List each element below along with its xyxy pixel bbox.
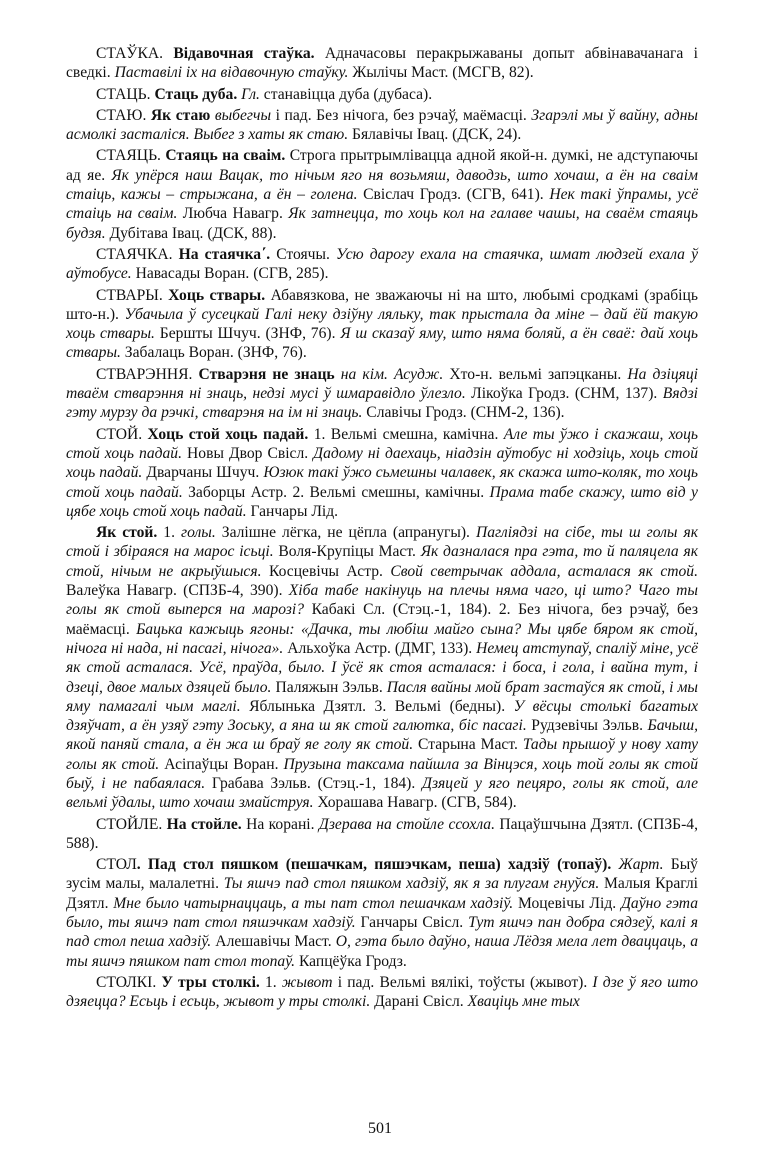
italic-text: Юзюк такі ўжо сьмешны чалавек, як скажа што-коляк, то хоць стой хоць падай.	[66, 464, 698, 501]
italic-text: голы.	[181, 524, 216, 542]
body-text: 1.	[157, 524, 182, 542]
body-text: Воля-Крупіцы Маст.	[273, 543, 421, 561]
body-text: Дварчаны Шчуч.	[142, 464, 264, 482]
italic-text: Але ты ўжо і скажаш, хоць стой хоць падай.	[66, 425, 698, 462]
body-text: Дарані Свісл.	[370, 993, 468, 1011]
italic-text: Як упёрся наш Вацак, то нічым яго ня возьмяш, даводзь, што хочаш, а ён на сваім стаіць, кажы – стрыжана, а ён – голена.	[66, 166, 698, 204]
italic-text: Хіба табе накінуць на плечы няма чаго, ці што? Чаго ты голы як стой выперся на марозі?	[66, 582, 698, 619]
italic-text: Пагліядзі на сібе, ты ш голы як стой і збіраяся на марос ісьці.	[66, 524, 699, 561]
entry-stol	[66, 855, 698, 971]
italic-text: Бацька кажыць ягоны: «Дачка, ты любіш майго сына? Мы цябе бяром як стой, нічога ні нада, ні пасагі, нічога».	[66, 620, 698, 657]
italic-text: Гл.	[241, 85, 260, 103]
italic-text: Дадому ні даехаць, ніадзін аўтобус ні ходзіць, хоць стой хоць падай.	[66, 444, 698, 482]
body-text: На корані.	[241, 815, 319, 833]
body-text: Лікоўка Гродз. (СНМ, 137).	[465, 385, 663, 403]
body-text: Моцевічы Лід.	[513, 894, 621, 912]
phrase-heading: Хоць стой хоць падай.	[147, 425, 309, 443]
body-text: 1. Вельмі смешна, камічна.	[308, 425, 504, 443]
body-text: Капцёўка Гродз.	[295, 952, 407, 970]
dictionary-page	[66, 44, 698, 1014]
italic-text: Жарт.	[618, 856, 664, 874]
italic-text: Хваціць мне тых	[467, 993, 580, 1011]
body-text: і пад. Вельмі вялікі, тоўсты (жывот).	[332, 973, 593, 991]
italic-text: Я ш сказаў яму, што няма боляй, а ён сваё: дай хоць ствары.	[66, 325, 699, 362]
entry-stvary	[66, 286, 698, 363]
body-text: Хорашава Навагр. (СГВ, 584).	[313, 794, 517, 812]
italic-text: Дзяцей у яго пецяро, голы як стой, але вельмі ўдалы, што хочаш змайструя.	[66, 774, 699, 812]
body-text: Залішне лёгка, не цёпла (апранугы).	[215, 524, 476, 542]
italic-text: Як затнецца, то хоць кол на галаве чашы, на сваём стаяць будзя.	[66, 205, 698, 242]
italic-text: О, гэта было даўно, наша Лёдзя мела лет дваццаць, а ты яшчэ пяшком пат стол топаў.	[66, 933, 698, 970]
body-text: Абавязкова, не зважаючы ні на што, любымі сродкамі (зрабіць што-н.).	[66, 286, 698, 323]
italic-text: Нек такі ўпрамы, усё стаіць на сваім.	[66, 186, 698, 223]
headword: СТОЙЛЕ.	[96, 815, 167, 833]
page-number: 501	[368, 1120, 392, 1137]
body-text: Строга прытрымлівацца адной якой-н. думкі, не адступаючы ад яе.	[66, 147, 699, 184]
phrase-heading: Відавочная стаўка.	[173, 45, 315, 62]
italic-text: Мне было чатырнаццаць, а ты пат стол пешачкам хадзіў.	[113, 894, 514, 912]
headword: СТОЙ.	[96, 425, 148, 443]
headword: СТАЎКА.	[96, 45, 174, 62]
italic-text: Даўно гэта было, ты яшчэ пат стол пяшэчкам хадзіў.	[66, 894, 698, 932]
body-text: Валеўка Навагр. (СПЗБ-4, 390).	[66, 582, 289, 600]
italic-text: Дзерава на стойле ссохла.	[318, 815, 496, 833]
body-text: станавіцца дуба (дубаса).	[259, 85, 433, 103]
body-text: Новы Двор Свісл.	[182, 444, 314, 462]
italic-text: Бачыш, якой паняй стала, а ён жа ш браў яе голу як стой.	[66, 717, 699, 754]
entry-stolki	[66, 973, 698, 1012]
italic-text: На дзіцяці тваём стварэння ні знаць, недзі мусі ў шмаравідло ўлезло.	[66, 365, 699, 403]
italic-text: Убачыла ў сусецкай Галі неку дзіўну ляльку, так прыстала да міне – дай ёй такую хоць ствары.	[66, 305, 699, 343]
body-text: Косцевічы Астр.	[261, 562, 391, 580]
italic-text: Тады прышоў у нову хату голы як стой.	[66, 736, 699, 773]
italic-text: выбегчы	[214, 106, 272, 124]
headword: СТАЯЧКА.	[96, 245, 179, 263]
italic-text: Немец атступаў, спаліў міне, усё як стой асталася. Усё, праўда, было. І ўсё як стоя асталася: і боса, і гола, і вайна тут, і дзеці, двое малых дзяцей было.	[66, 639, 698, 696]
body-text: Стоячы.	[270, 245, 336, 263]
phrase-heading: Як стаю	[150, 106, 211, 124]
body-text: Любча Навагр.	[177, 205, 289, 223]
phrase-heading: У тры столкі.	[161, 973, 260, 991]
body-text: Грабава Зэльв. (Стэц.-1, 184).	[205, 774, 423, 792]
italic-text: І дзе ў яго што дзяецца? Есьць і есьць, жывот у тры столкі.	[66, 973, 699, 1011]
entry-stoy	[66, 425, 698, 521]
body-text: Бялавічы Івац. (ДСК, 24).	[348, 126, 522, 144]
entry-stats	[66, 85, 698, 104]
entry-stauka	[66, 44, 698, 83]
italic-text: Згарэлі мы ў вайну, адны асмолкі засталіся. Выбег з хаты як стаю.	[66, 106, 698, 144]
italic-text: на кім. Асудж.	[340, 365, 444, 383]
entry-stoyle	[66, 815, 698, 854]
italic-text: Прама табе скажу, што від у цябе хоць стой хоць падай.	[66, 483, 698, 520]
body-text: Адначасовы перакрыжаваны допыт абвінавачанага і сведкі.	[66, 45, 698, 82]
body-text: Навасады Воран. (СГВ, 285).	[131, 265, 329, 283]
body-text: Бершты Шчуч. (ЗНФ, 76).	[154, 325, 341, 343]
italic-text: Як дазналася пра гэта, то й паляцела як стой, нічым не акрыўшыся.	[66, 543, 698, 580]
italic-text: Прузына таксама пайшла за Вінцэся, хоць той голы як стой быў, і не пабаялася.	[66, 755, 698, 792]
italic-text: Тут яшчэ пан добра сядзеў, калі я пад стол пеша хадзіў.	[66, 914, 698, 951]
body-text: Заборцы Астр. 2. Вельмі смешны, камічны.	[182, 483, 490, 501]
italic-text: Паставілі іх на відавочную стаўку.	[114, 64, 349, 82]
italic-text: Ты яшчэ пад стол пяшком хадзіў, як я за плугам гнуўся.	[223, 875, 600, 893]
body-text: Рудзевічы Зэльв.	[526, 717, 648, 735]
body-text: Ганчары Свісл.	[355, 914, 469, 932]
phrase-heading: Стварэня не знаць	[198, 365, 335, 383]
body-text: і пад. Без нічога, без рэчаў, маёмасці.	[271, 106, 532, 124]
body-text: Алешавічы Маст.	[211, 933, 336, 951]
italic-text: жывот	[281, 973, 333, 991]
phrase-heading: Як стой.	[96, 524, 158, 542]
italic-text: Свой светрычак аддала, асталася як стой.	[390, 562, 698, 580]
headword: СТАЦЬ.	[96, 85, 155, 103]
phrase-heading: Хоць ствары.	[168, 286, 266, 304]
headword: СТОЛ	[96, 856, 137, 874]
italic-text: Усю дарогу ехала на стаячка, шмат людзей ехала ў аўтобусе.	[66, 245, 699, 283]
phrase-heading: На стаячка΄.	[178, 245, 271, 263]
body-text: Быў зусім малы, малалетні.	[66, 856, 698, 893]
body-text: 1.	[259, 973, 282, 991]
body-text: Свіслач Гродз. (СГВ, 641).	[357, 186, 550, 204]
phrase-heading: . Пад стол пяшком (пешачкам, пяшэчкам, пеша) хадзіў (топаў).	[136, 856, 612, 874]
phrase-heading: Стаць дуба.	[154, 85, 238, 103]
entry-stayu	[66, 106, 698, 145]
entry-yak-stoy	[66, 523, 698, 812]
entry-stayats	[66, 146, 698, 242]
headword: СТАЯЦЬ.	[96, 147, 166, 165]
phrase-heading: На стойле.	[166, 815, 242, 833]
body-text: Паляжын Зэльв.	[271, 678, 387, 696]
body-text: Жылічы Маст. (МСГВ, 82).	[348, 64, 534, 82]
body-text: Яблынька Дзятл. 3. Вельмі (бедны).	[240, 697, 514, 715]
body-text: Альхоўка Астр. (ДМГ, 133).	[283, 639, 477, 657]
body-text: Кабакі Сл. (Стэц.-1, 184). 2. Без нічога, без рэчаў, без маёмасці.	[66, 601, 698, 638]
italic-text: Вядзі гэту мурзу да рэчкі, стварэня на ім ні знаць.	[66, 385, 698, 422]
headword: СТОЛКІ.	[96, 973, 162, 991]
body-text: Старына Маст.	[413, 736, 523, 754]
italic-text: У вёсцы столькі багатых дзяўчат, а ён узяў гэту Зоську, а яна ш як стой галютка, біс пасагі.	[66, 697, 698, 735]
italic-text: Пасля вайны мой брат застаўся як стой, і мы яму памагалі чым маглі.	[66, 678, 698, 715]
entry-stayachka	[66, 245, 698, 284]
body-text: Забалаць Воран. (ЗНФ, 76).	[120, 344, 307, 362]
body-text: Дубітава Івац. (ДСК, 88).	[105, 224, 277, 242]
body-text: Малыя Краглі Дзятл.	[66, 875, 698, 912]
headword: СТВАРЭННЯ.	[96, 365, 199, 383]
entry-stvarennya	[66, 365, 698, 423]
phrase-heading: Стаяць на сваім.	[165, 147, 286, 165]
headword: СТВАРЫ.	[96, 286, 169, 304]
body-text: Асіпаўцы Воран.	[159, 755, 284, 773]
body-text: Ганчары Лід.	[246, 502, 339, 520]
body-text: Хто-н. вельмі запэцканы.	[443, 365, 628, 383]
headword: СТАЮ.	[96, 106, 151, 124]
body-text: Славічы Гродз. (СНМ-2, 136).	[362, 404, 565, 422]
body-text: Пацаўшчына Дзятл. (СПЗБ-4, 588).	[66, 815, 698, 852]
